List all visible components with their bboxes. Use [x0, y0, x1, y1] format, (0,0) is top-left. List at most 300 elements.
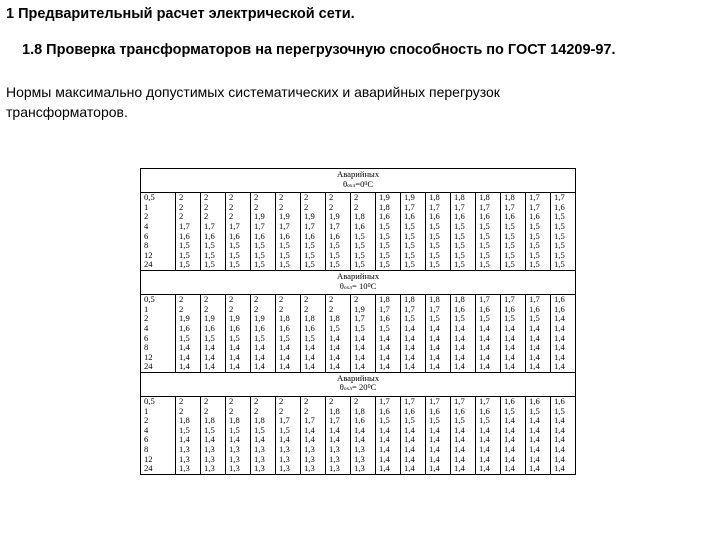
coefficient-column — [326, 295, 351, 373]
overload-coefficient: 1,5 — [479, 259, 490, 270]
overload-coefficient: 1,4 — [404, 332, 415, 343]
overload-coefficient: 1,4 — [279, 342, 290, 353]
overload-coefficient: 1,7 — [529, 294, 540, 305]
overload-coefficient: 1,5 — [329, 322, 340, 333]
overload-coefficient: 1,4 — [529, 453, 540, 464]
coefficient-column — [201, 397, 226, 475]
cooling-temperature — [141, 180, 575, 192]
overload-coefficient: 1,3 — [204, 444, 215, 455]
overload-coefficient: 1,4 — [529, 351, 540, 362]
section-header — [141, 169, 576, 193]
coefficient-column — [526, 397, 551, 475]
theta-value: =0 — [355, 178, 365, 189]
overload-coefficient: 2 — [179, 396, 184, 407]
overload-coefficient: 1,9 — [379, 192, 390, 203]
overload-coefficient: 1,5 — [454, 249, 465, 260]
coefficient-column — [201, 193, 226, 271]
overload-coefficient: 1,4 — [379, 351, 390, 362]
overload-coefficient: 2 — [279, 192, 284, 203]
overload-coefficient: 1,5 — [379, 230, 390, 241]
coefficient-column — [376, 397, 401, 475]
coefficient-column — [176, 193, 201, 271]
overload-coefficient: 1,5 — [429, 259, 440, 270]
overload-coefficient: 1,7 — [379, 396, 390, 407]
overload-coefficient: 1,4 — [454, 332, 465, 343]
overload-coefficient: 1,4 — [479, 342, 490, 353]
overload-coefficient: 1,5 — [554, 230, 565, 241]
duration-value: 0,5 — [144, 192, 155, 203]
overload-coefficient: 1,8 — [279, 313, 290, 324]
overload-coefficient: 1,5 — [479, 313, 490, 324]
overload-coefficient: 1,9 — [229, 313, 240, 324]
overload-coefficient: 1,7 — [529, 201, 540, 212]
overload-coefficient: 1,4 — [479, 434, 490, 445]
overload-coefficient: 1,5 — [179, 332, 190, 343]
overload-coefficient: 1,4 — [454, 424, 465, 435]
overload-coefficient: 1,6 — [279, 322, 290, 333]
coefficient-column — [451, 295, 476, 373]
duration-value: 6 — [144, 332, 149, 343]
overload-coefficient: 1,8 — [379, 201, 390, 212]
overload-coefficient: 1,5 — [479, 240, 490, 251]
overload-coefficient: 1,5 — [254, 424, 265, 435]
degree-mark: 0 — [367, 384, 371, 391]
overload-coefficient: 1,6 — [529, 211, 540, 222]
overload-coefficient: 1,8 — [354, 405, 365, 416]
coefficient-column — [526, 295, 551, 373]
overload-coefficient: 1,5 — [454, 230, 465, 241]
overload-coefficient: 1,5 — [429, 230, 440, 241]
coefficient-column — [176, 397, 201, 475]
overload-coefficient: 1,5 — [304, 332, 315, 343]
overload-coefficient: 2 — [229, 303, 234, 314]
overload-coefficient: 1,5 — [279, 259, 290, 270]
overload-coefficient: 2 — [254, 201, 259, 212]
overload-coefficient: 1,4 — [479, 444, 490, 455]
theta-symbol: θ — [342, 178, 348, 189]
overload-coefficient: 1,5 — [254, 249, 265, 260]
overload-coefficient: 1,4 — [179, 361, 190, 372]
overload-coefficient: 1,5 — [254, 240, 265, 251]
overload-coefficient: 1,5 — [429, 220, 440, 231]
intro-paragraph: Нормы максимально допустимых систематических и аварийных перегрузок трансформаторов. — [6, 84, 500, 120]
overload-coefficient: 1,7 — [304, 415, 315, 426]
overload-coefficient: 2 — [279, 405, 284, 416]
duration-value: 24 — [144, 361, 153, 372]
coefficient-column — [351, 397, 376, 475]
overload-coefficient: 1,8 — [454, 192, 465, 203]
overload-coefficient: 1,5 — [404, 240, 415, 251]
overload-coefficient: 1,5 — [404, 313, 415, 324]
overload-coefficient: 1,5 — [229, 249, 240, 260]
overload-coefficient: 1,4 — [554, 313, 565, 324]
overload-coefficient: 1,7 — [404, 303, 415, 314]
overload-coefficient: 1,4 — [204, 434, 215, 445]
overload-coefficient: 1,8 — [204, 415, 215, 426]
overload-coefficient: 2 — [229, 294, 234, 305]
overload-coefficient: 1,5 — [554, 240, 565, 251]
overload-coefficient: 1,4 — [529, 424, 540, 435]
overload-coefficient: 1,7 — [479, 396, 490, 407]
overload-coefficient: 1,3 — [329, 453, 340, 464]
overload-coefficient: 1,4 — [529, 322, 540, 333]
overload-coefficient: 2 — [254, 405, 259, 416]
overload-coefficient: 2 — [229, 192, 234, 203]
coefficient-column — [401, 295, 426, 373]
overload-coefficient: 1,5 — [479, 220, 490, 231]
coefficient-column — [276, 193, 301, 271]
overload-coefficient: 1,5 — [304, 240, 315, 251]
coefficient-column — [201, 295, 226, 373]
overload-coefficient: 1,4 — [379, 361, 390, 372]
overload-coefficient: 1,4 — [379, 434, 390, 445]
overload-coefficient: 1,4 — [404, 342, 415, 353]
overload-coefficient: 1,5 — [204, 332, 215, 343]
coefficient-column — [426, 397, 451, 475]
overload-coefficient: 1,6 — [554, 294, 565, 305]
overload-coefficient: 1,4 — [429, 424, 440, 435]
overload-coefficient: 1,8 — [354, 211, 365, 222]
overload-coefficient: 1,3 — [354, 444, 365, 455]
overload-coefficient: 1,5 — [379, 322, 390, 333]
overload-coefficient: 1,4 — [479, 463, 490, 474]
overload-coefficient: 1,4 — [454, 351, 465, 362]
overload-coefficient: 1,5 — [204, 240, 215, 251]
overload-coefficient: 1,5 — [454, 415, 465, 426]
overload-coefficient: 1,5 — [529, 249, 540, 260]
section-label: Аварийных — [336, 169, 380, 179]
overload-coefficient: 1,4 — [379, 463, 390, 474]
overload-coefficient: 1,5 — [229, 332, 240, 343]
overload-coefficient: 2 — [204, 211, 209, 222]
overload-coefficient: 1,7 — [504, 201, 515, 212]
coefficient-column — [276, 397, 301, 475]
overload-coefficient: 1,4 — [379, 342, 390, 353]
overload-coefficient: 1,6 — [354, 415, 365, 426]
overload-coefficient: 1,8 — [329, 313, 340, 324]
overload-coefficient: 1,4 — [354, 424, 365, 435]
overload-coefficient: 1,4 — [229, 351, 240, 362]
overload-coefficient: 1,7 — [379, 303, 390, 314]
overload-coefficient: 1,5 — [179, 424, 190, 435]
overload-coefficient: 1,7 — [554, 192, 565, 203]
overload-coefficient: 1,4 — [504, 463, 515, 474]
overload-coefficient: 2 — [204, 192, 209, 203]
overload-coefficient: 1,5 — [354, 249, 365, 260]
coefficient-column — [526, 193, 551, 271]
overload-coefficient: 1,6 — [529, 303, 540, 314]
overload-coefficient: 1,4 — [429, 453, 440, 464]
overload-coefficient: 1,3 — [179, 453, 190, 464]
overload-coefficient: 1,6 — [404, 211, 415, 222]
duration-value: 1 — [144, 303, 149, 314]
overload-coefficient: 1,7 — [404, 396, 415, 407]
overload-coefficient: 1,4 — [429, 361, 440, 372]
overload-coefficient: 1,6 — [204, 230, 215, 241]
overload-coefficient: 1,6 — [479, 405, 490, 416]
overload-coefficient: 1,4 — [529, 342, 540, 353]
overload-coefficient: 1,4 — [229, 361, 240, 372]
overload-coefficient: 2 — [179, 192, 184, 203]
overload-coefficient: 1,4 — [304, 342, 315, 353]
overload-coefficient: 2 — [329, 201, 334, 212]
overload-coefficient: 1,6 — [379, 211, 390, 222]
coefficient-column — [451, 397, 476, 475]
overload-coefficient: 1,5 — [529, 259, 540, 270]
overload-coefficient: 1,7 — [254, 220, 265, 231]
overload-coefficient: 1,6 — [504, 211, 515, 222]
overload-coefficient: 1,7 — [529, 192, 540, 203]
duration-value: 1 — [144, 405, 149, 416]
duration-value: 12 — [144, 453, 153, 464]
overload-coefficient: 2 — [329, 192, 334, 203]
overload-coefficient: 1,4 — [329, 434, 340, 445]
overload-coefficient: 1,5 — [404, 249, 415, 260]
overload-coefficient: 1,6 — [554, 396, 565, 407]
coefficient-column — [301, 193, 326, 271]
overload-coefficient: 1,6 — [454, 303, 465, 314]
overload-coefficient: 1,4 — [304, 434, 315, 445]
overload-coefficient: 1,4 — [529, 332, 540, 343]
overload-coefficient: 2 — [304, 294, 309, 305]
overload-coefficient: 1,4 — [454, 322, 465, 333]
overload-coefficient: 1,5 — [179, 249, 190, 260]
overload-coefficient: 1,7 — [429, 396, 440, 407]
overload-coefficient: 1,5 — [454, 220, 465, 231]
overload-coefficient: 1,4 — [554, 453, 565, 464]
overload-coefficient: 1,7 — [279, 220, 290, 231]
theta-symbol: θ — [339, 280, 344, 291]
overload-coefficient: 1,8 — [504, 192, 515, 203]
overload-coefficient: 1,9 — [279, 211, 290, 222]
overload-coefficient: 1,7 — [229, 220, 240, 231]
theta-symbol: θ — [339, 382, 344, 393]
overload-coefficient: 1,4 — [554, 342, 565, 353]
overload-coefficient: 2 — [179, 294, 184, 305]
overload-coefficient: 1,5 — [554, 249, 565, 260]
overload-coefficient: 1,4 — [179, 434, 190, 445]
overload-coefficient: 1,5 — [279, 249, 290, 260]
overload-coefficient: 1,4 — [554, 322, 565, 333]
overload-coefficient: 1,4 — [329, 424, 340, 435]
coefficient-column — [251, 397, 276, 475]
overload-coefficient: 1,4 — [254, 342, 265, 353]
overload-coefficient: 2 — [279, 396, 284, 407]
duration-value: 6 — [144, 434, 149, 445]
overload-coefficient: 2 — [329, 396, 334, 407]
overload-coefficient: 2 — [179, 405, 184, 416]
overload-coefficient: 2 — [254, 192, 259, 203]
overload-coefficient: 1,5 — [229, 259, 240, 270]
coefficient-column — [226, 295, 251, 373]
overload-coefficient: 1,4 — [554, 415, 565, 426]
overload-coefficient: 1,5 — [429, 415, 440, 426]
overload-coefficient: 1,5 — [429, 240, 440, 251]
overload-coefficient: 1,3 — [179, 444, 190, 455]
overload-coefficient: 1,3 — [254, 463, 265, 474]
overload-coefficient: 1,6 — [379, 313, 390, 324]
overload-coefficient: 1,5 — [529, 230, 540, 241]
overload-coefficient: 1,4 — [479, 351, 490, 362]
overload-coefficient: 1,8 — [254, 415, 265, 426]
overload-coefficient: 2 — [179, 211, 184, 222]
overload-coefficient: 1,4 — [204, 351, 215, 362]
overload-coefficient: 1,6 — [554, 303, 565, 314]
overload-coefficient: 1,5 — [329, 240, 340, 251]
overload-coefficient: 1,5 — [179, 259, 190, 270]
overload-coefficient: 1,3 — [229, 444, 240, 455]
overload-coefficient: 1,5 — [354, 230, 365, 241]
degree-mark: 0 — [364, 180, 368, 187]
overload-coefficient: 1,4 — [504, 424, 515, 435]
overload-coefficient: 1,8 — [404, 294, 415, 305]
overload-coefficient: 1,5 — [504, 259, 515, 270]
duration-value: 12 — [144, 351, 153, 362]
overload-coefficient: 1,4 — [279, 351, 290, 362]
overload-norms-table — [140, 168, 576, 475]
overload-coefficient: 1,7 — [404, 201, 415, 212]
overload-coefficient: 1,9 — [404, 192, 415, 203]
overload-coefficient: 1,5 — [204, 259, 215, 270]
overload-coefficient: 1,3 — [329, 463, 340, 474]
section-header-row — [141, 169, 576, 193]
coefficient-column — [226, 397, 251, 475]
overload-coefficient: 1,3 — [329, 444, 340, 455]
overload-coefficient: 1,5 — [554, 259, 565, 270]
overload-coefficient: 1,3 — [304, 444, 315, 455]
duration-column — [141, 193, 176, 271]
overload-coefficient: 1,3 — [229, 463, 240, 474]
overload-coefficient: 1,4 — [529, 444, 540, 455]
cooling-temperature — [141, 383, 575, 395]
overload-coefficient: 1,4 — [479, 322, 490, 333]
overload-coefficient: 2 — [304, 201, 309, 212]
overload-coefficient: 1,5 — [529, 240, 540, 251]
overload-coefficient: 1,4 — [404, 351, 415, 362]
overload-coefficient: 1,7 — [279, 415, 290, 426]
overload-coefficient: 1,5 — [404, 230, 415, 241]
overload-coefficient: 2 — [204, 396, 209, 407]
overload-coefficient: 1,6 — [454, 405, 465, 416]
overload-coefficient: 1,9 — [204, 313, 215, 324]
overload-coefficient: 1,4 — [454, 444, 465, 455]
coefficient-column — [501, 397, 526, 475]
overload-coefficient: 1,5 — [504, 249, 515, 260]
theta-subscript: охл — [347, 182, 356, 189]
temperature-unit: С — [370, 382, 377, 393]
overload-coefficient: 1,5 — [229, 240, 240, 251]
coefficient-column — [451, 193, 476, 271]
overload-coefficient: 1,3 — [204, 463, 215, 474]
overload-coefficient: 1,8 — [329, 405, 340, 416]
overload-coefficient: 1,9 — [304, 211, 315, 222]
duration-value: 8 — [144, 444, 149, 455]
overload-coefficient: 1,4 — [454, 463, 465, 474]
overload-coefficient: 1,4 — [304, 424, 315, 435]
duration-value: 24 — [144, 259, 153, 270]
overload-coefficient: 1,3 — [354, 463, 365, 474]
overload-coefficient: 1,4 — [279, 434, 290, 445]
duration-value: 0,5 — [144, 294, 155, 305]
overload-coefficient: 1,6 — [179, 230, 190, 241]
overload-coefficient: 1,5 — [379, 240, 390, 251]
overload-coefficient: 1,5 — [254, 259, 265, 270]
overload-coefficient: 1,3 — [279, 453, 290, 464]
overload-coefficient: 1,6 — [504, 303, 515, 314]
overload-coefficient: 1,7 — [204, 220, 215, 231]
overload-coefficient: 1,4 — [504, 322, 515, 333]
section-data-row — [141, 295, 576, 373]
overload-coefficient: 1,4 — [504, 342, 515, 353]
section-header — [141, 270, 576, 294]
overload-coefficient: 2 — [329, 294, 334, 305]
overload-coefficient: 2 — [204, 294, 209, 305]
overload-coefficient: 1,6 — [279, 230, 290, 241]
coefficient-column — [476, 193, 501, 271]
overload-coefficient: 1,4 — [429, 322, 440, 333]
overload-coefficient: 1,4 — [404, 463, 415, 474]
overload-coefficient: 1,4 — [229, 434, 240, 445]
coefficient-column — [426, 295, 451, 373]
overload-coefficient: 1,4 — [354, 434, 365, 445]
overload-coefficient: 1,4 — [554, 434, 565, 445]
coefficient-column — [326, 193, 351, 271]
overload-coefficient: 1,5 — [454, 259, 465, 270]
overload-coefficient: 1,4 — [404, 322, 415, 333]
overload-coefficient: 1,5 — [429, 249, 440, 260]
heading-subsection: 1.8 Проверка трансформаторов на перегрузочную способность по ГОСТ 14209-97. — [22, 42, 616, 58]
overload-coefficient: 1,4 — [404, 424, 415, 435]
overload-coefficient: 1,8 — [304, 313, 315, 324]
overload-coefficient: 1,5 — [404, 259, 415, 270]
duration-column — [141, 295, 176, 373]
section-header-row — [141, 372, 576, 396]
duration-value: 4 — [144, 424, 149, 435]
overload-coefficient: 1,6 — [179, 322, 190, 333]
overload-coefficient: 2 — [279, 201, 284, 212]
overload-coefficient: 1,4 — [304, 361, 315, 372]
overload-coefficient: 1,7 — [504, 294, 515, 305]
duration-value: 2 — [144, 415, 149, 426]
overload-coefficient: 1,6 — [529, 396, 540, 407]
overload-coefficient: 1,8 — [429, 294, 440, 305]
overload-coefficient: 1,8 — [479, 192, 490, 203]
overload-coefficient: 1,6 — [479, 211, 490, 222]
heading-section: 1 Предварительный расчет электрической сети. — [6, 6, 355, 22]
coefficient-column — [301, 397, 326, 475]
overload-coefficient: 1,7 — [354, 313, 365, 324]
overload-coefficient: 2 — [279, 294, 284, 305]
overload-coefficient: 2 — [179, 303, 184, 314]
coefficient-column — [551, 397, 576, 475]
overload-coefficient: 1,3 — [254, 444, 265, 455]
theta-subscript: охл — [343, 284, 352, 291]
section-data-row — [141, 397, 576, 475]
duration-value: 2 — [144, 211, 149, 222]
cooling-temperature — [141, 282, 575, 294]
overload-coefficient: 1,4 — [479, 424, 490, 435]
overload-coefficient: 1,6 — [254, 322, 265, 333]
overload-coefficient: 2 — [279, 303, 284, 314]
overload-coefficient: 1,7 — [454, 396, 465, 407]
coefficient-column — [476, 397, 501, 475]
overload-coefficient: 1,4 — [354, 342, 365, 353]
theta-value: = 20 — [352, 382, 368, 393]
overload-coefficient: 1,5 — [379, 415, 390, 426]
overload-coefficient: 1,5 — [354, 259, 365, 270]
overload-coefficient: 1,4 — [354, 332, 365, 343]
overload-coefficient: 1,6 — [304, 230, 315, 241]
